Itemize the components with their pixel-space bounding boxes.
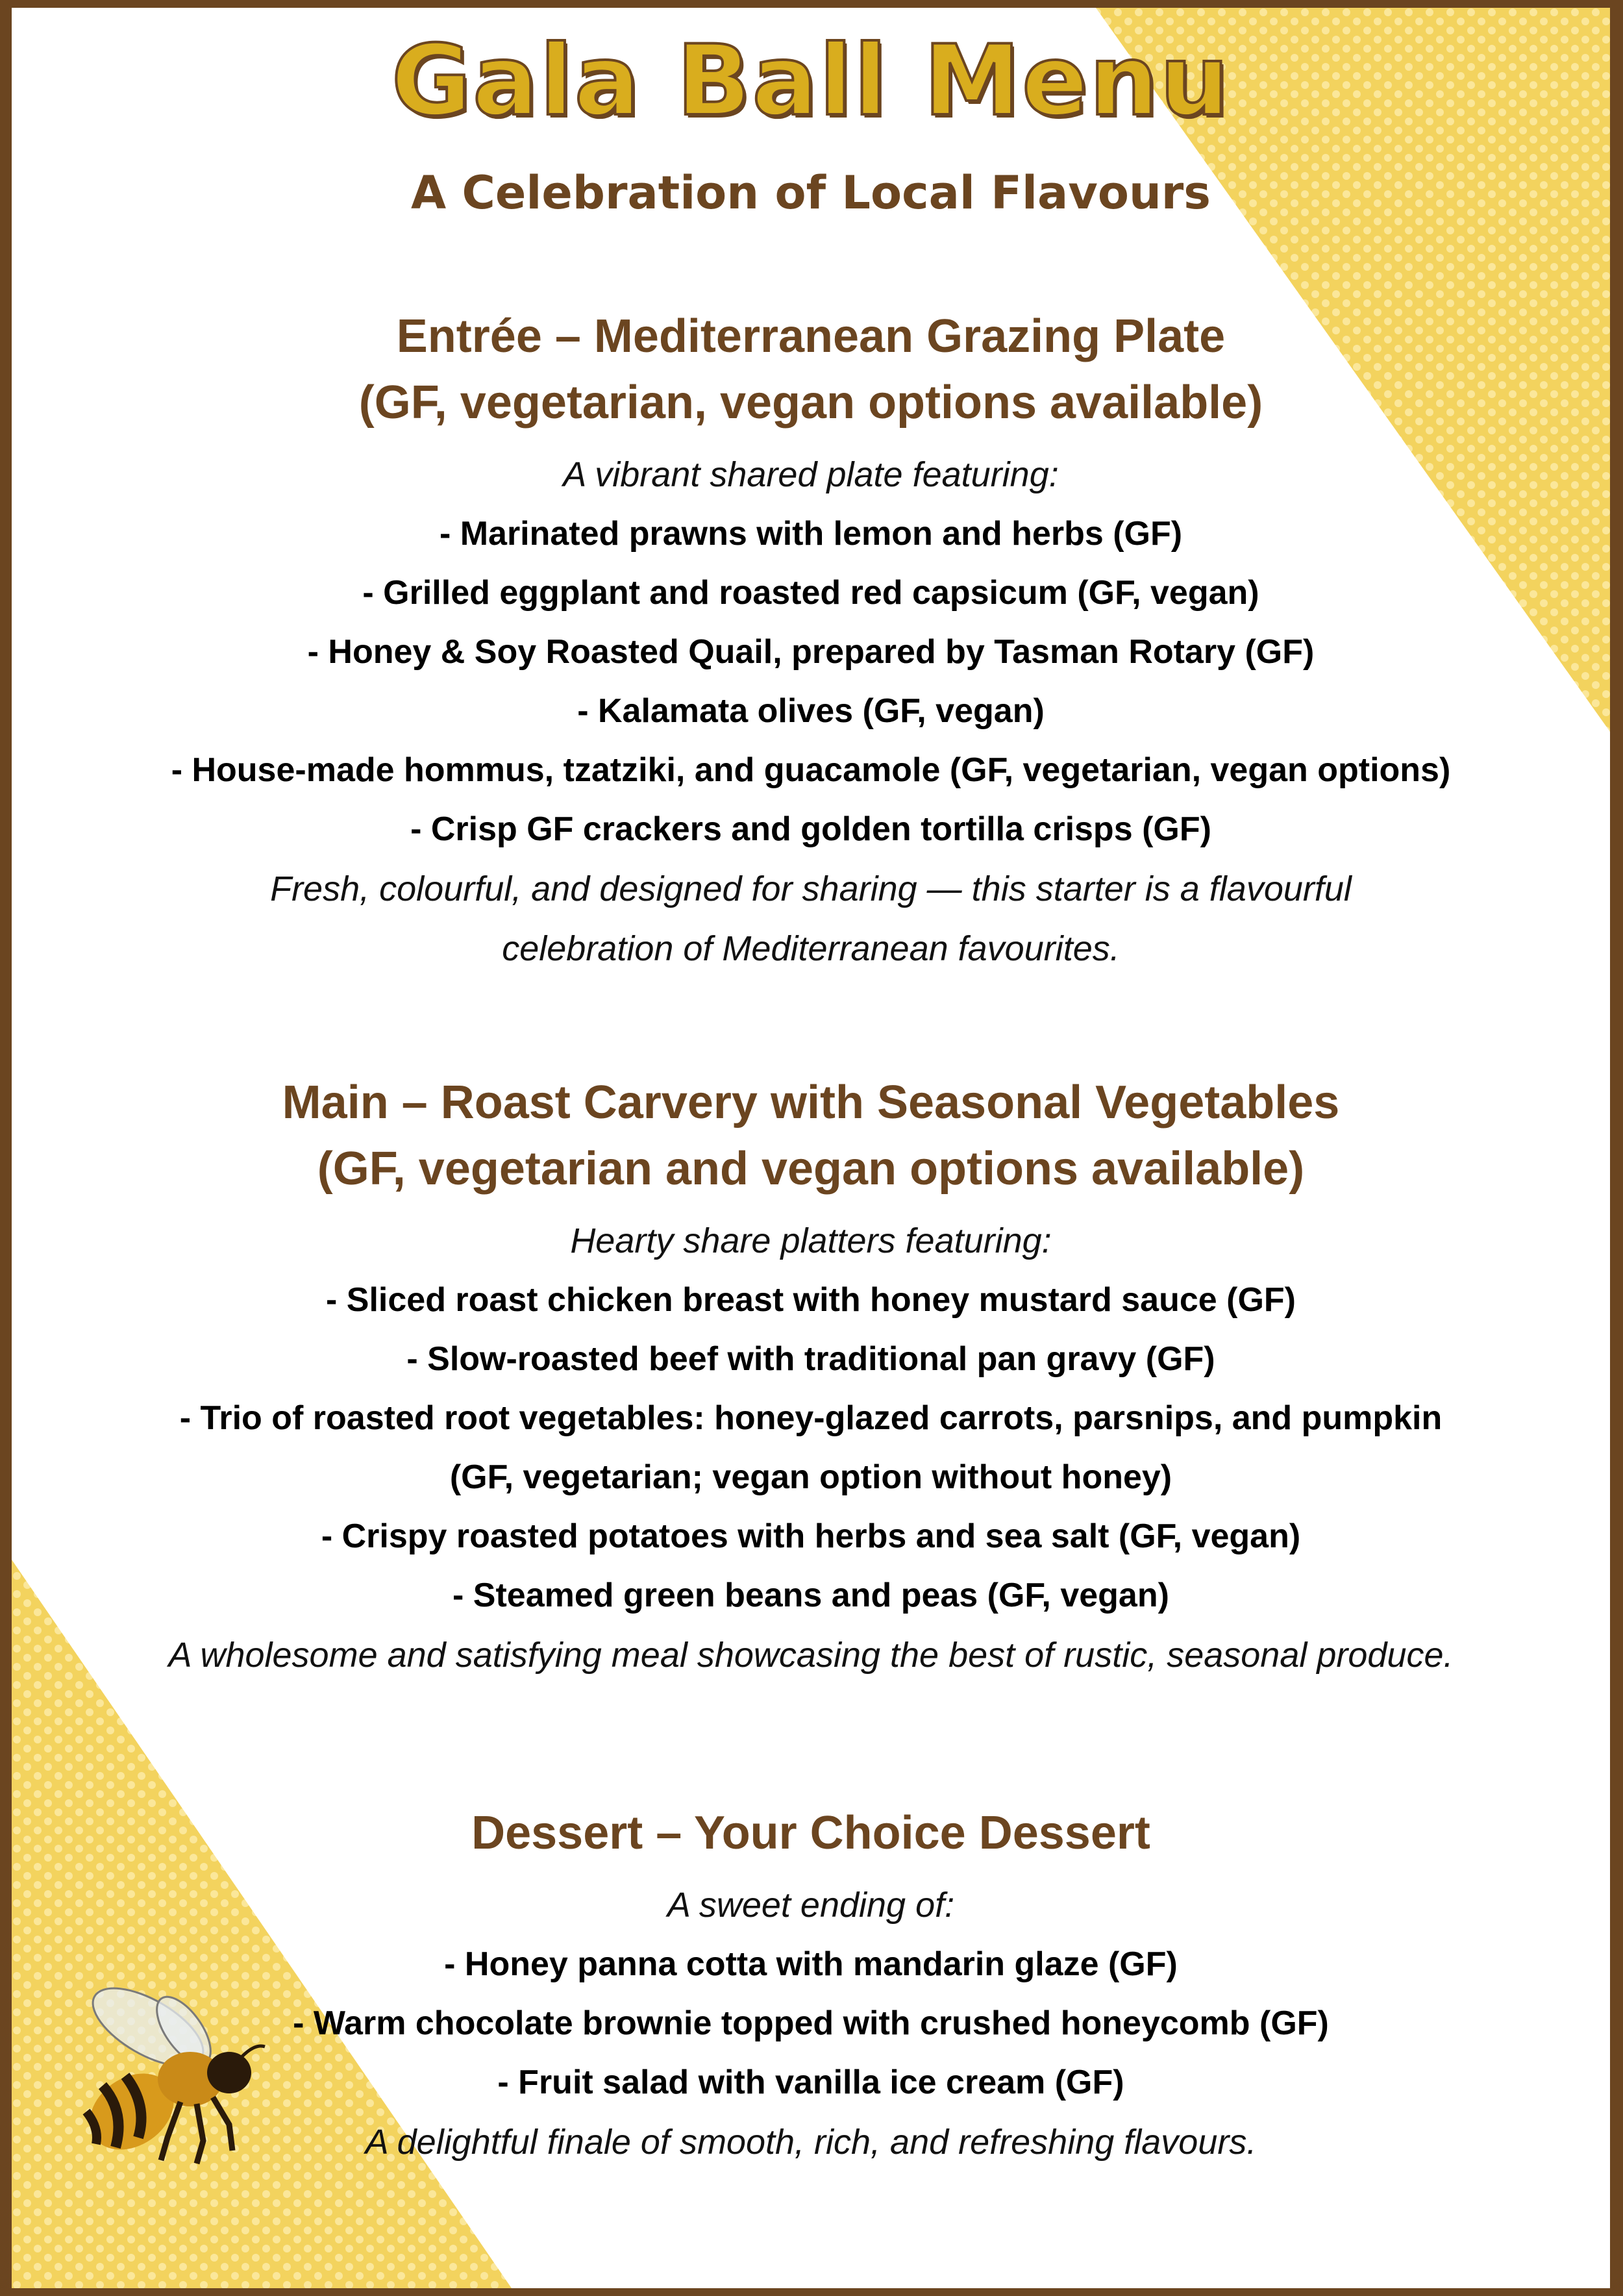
main-item: - Sliced roast chicken breast with honey mustard sauce (GF) xyxy=(326,1281,1296,1319)
main-closing: A wholesome and satisfying meal showcasing the best of rustic, seasonal produce. xyxy=(168,1636,1454,1675)
entree-closing: Fresh, colourful, and designed for sharing — this starter is a flavourful xyxy=(270,869,1352,908)
entree-intro: A vibrant shared plate featuring: xyxy=(563,455,1059,494)
main-section xyxy=(12,1069,1610,1685)
main-item: - Slow-roasted beef with traditional pan gravy (GF) xyxy=(406,1340,1215,1378)
main-item: - Steamed green beans and peas (GF, vegan) xyxy=(452,1577,1169,1614)
menu-subtitle: A Celebration of Local Flavours xyxy=(411,166,1211,219)
entree-item: - Grilled eggplant and roasted red capsicum (GF, vegan) xyxy=(362,574,1259,612)
main-item: - Crispy roasted potatoes with herbs and sea salt (GF, vegan) xyxy=(321,1517,1301,1555)
main-intro: Hearty share platters featuring: xyxy=(570,1221,1052,1260)
dessert-closing: A delightful finale of smooth, rich, and refreshing flavours. xyxy=(365,2123,1257,2162)
entree-item: - House-made hommus, tzatziki, and guacamole (GF, vegetarian, vegan options) xyxy=(171,751,1451,789)
dessert-intro: A sweet ending of: xyxy=(667,1886,955,1925)
main-item: - Trio of roasted root vegetables: honey-glazed carrots, parsnips, and pumpkin xyxy=(179,1399,1443,1437)
entree-item: - Marinated prawns with lemon and herbs (GF) xyxy=(439,515,1183,553)
dessert-item: - Fruit salad with vanilla ice cream (GF) xyxy=(497,2064,1124,2101)
entree-section xyxy=(12,303,1610,979)
entree-heading: Entrée – Mediterranean Grazing Plate xyxy=(396,310,1226,362)
menu-title: Gala Ball Menu xyxy=(391,25,1231,138)
entree-dietary-note: (GF, vegetarian, vegan options available) xyxy=(358,377,1263,429)
dessert-item: - Honey panna cotta with mandarin glaze (GF) xyxy=(444,1945,1178,1983)
entree-closing: celebration of Mediterranean favourites. xyxy=(502,929,1120,968)
dessert-heading: Dessert – Your Choice Dessert xyxy=(471,1807,1150,1859)
main-item: (GF, vegetarian; vegan option without honey) xyxy=(449,1458,1172,1496)
main-dietary-note: (GF, vegetarian and vegan options available) xyxy=(317,1143,1305,1195)
main-heading: Main – Roast Carvery with Seasonal Vegetables xyxy=(282,1077,1340,1129)
menu-page xyxy=(12,8,1610,2288)
entree-item: - Honey & Soy Roasted Quail, prepared by Tasman Rotary (GF) xyxy=(307,633,1315,671)
entree-item: - Crisp GF crackers and golden tortilla crisps (GF) xyxy=(410,810,1211,848)
bee-illustration xyxy=(70,1982,271,2177)
entree-item: - Kalamata olives (GF, vegan) xyxy=(577,692,1045,730)
dessert-item: - Warm chocolate brownie topped with crushed honeycomb (GF) xyxy=(293,2004,1329,2042)
